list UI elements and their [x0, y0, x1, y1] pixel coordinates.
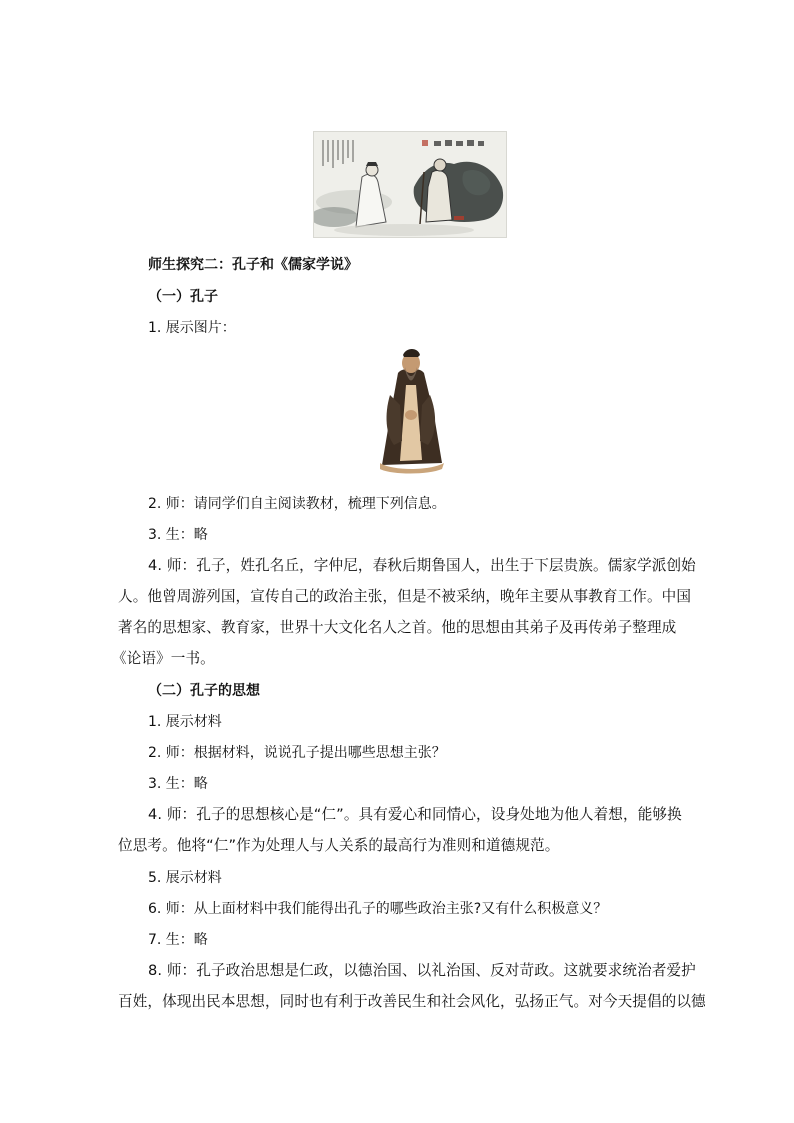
paragraph-line: 4. 师：孔子的思想核心是“仁”。具有爱心和同情心，设身处地为他人着想，能够换 [148, 806, 682, 823]
paragraph-line: 8. 师：孔子政治思想是仁政，以德治国、以礼治国、反对苛政。这就要求统治者爱护 [148, 962, 696, 979]
part2-item4-paragraph [118, 805, 682, 857]
ink-painting-illustration [314, 132, 507, 238]
ink-painting-image [313, 131, 507, 238]
section-title: 师生探究二：孔子和《儒家学说》 [148, 257, 358, 273]
part2-item5: 5. 展示材料 [148, 870, 222, 886]
paragraph-line: 位思考。他将“仁”作为处理人与人关系的最高行为准则和道德规范。 [118, 837, 560, 854]
paragraph-line: 《论语》一书。 [112, 650, 215, 667]
part1-item4-paragraph [112, 556, 696, 668]
part2-item3: 3. 生：略 [148, 776, 208, 792]
part2-item8-paragraph [118, 961, 706, 1013]
part2-item7: 7. 生：略 [148, 932, 208, 948]
part2-item2: 2. 师：根据材料，说说孔子提出哪些思想主张？ [148, 745, 446, 761]
part2-item1: 1. 展示材料 [148, 714, 222, 730]
paragraph-line: 人。他曾周游列国，宣传自己的政治主张，但是不被采纳，晚年主要从事教育工作。中国 [118, 588, 692, 605]
part2-item6: 6. 师：从上面材料中我们能得出孔子的哪些政治主张?又有什么积极意义？ [148, 901, 608, 917]
paragraph-line: 百姓，体现出民本思想，同时也有利于改善民生和社会风化，弘扬正气。对今天提倡的以德 [118, 993, 706, 1010]
paragraph-line: 4. 师：孔子，姓孔名丘，字仲尼，春秋后期鲁国人，出生于下层贵族。儒家学派创始 [148, 557, 696, 574]
part1-heading: （一）孔子 [148, 289, 218, 305]
part1-item2: 2. 师：请同学们自主阅读教材，梳理下列信息。 [148, 496, 446, 512]
part1-item3: 3. 生：略 [148, 527, 208, 543]
confucius-statue-image [372, 345, 450, 475]
paragraph-line: 著名的思想家、教育家，世界十大文化名人之首。他的思想由其弟子及再传弟子整理成 [118, 619, 677, 636]
confucius-figure-illustration [372, 345, 450, 475]
part2-heading: （二）孔子的思想 [148, 683, 260, 699]
part1-item1: 1. 展示图片： [148, 320, 236, 336]
